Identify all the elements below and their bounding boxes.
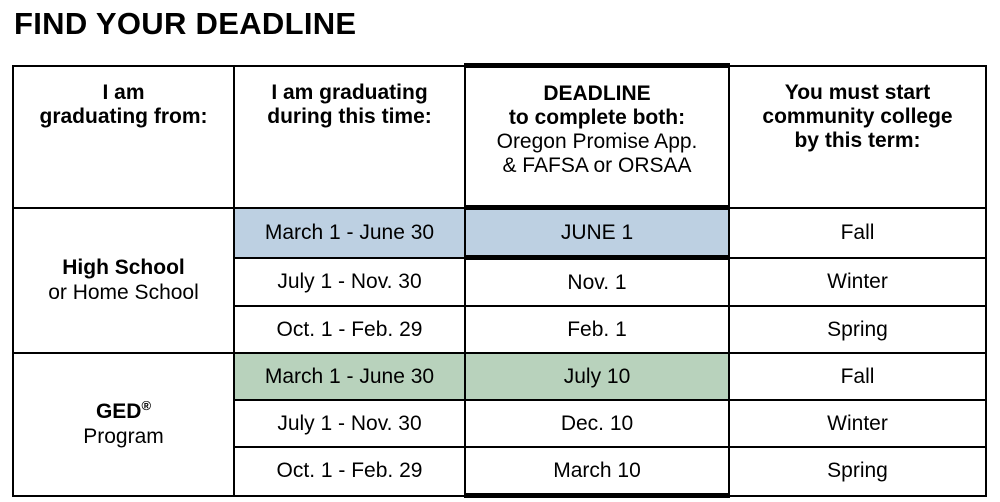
cell-deadline: Nov. 1: [465, 258, 729, 307]
cell-deadline: Dec. 10: [465, 400, 729, 447]
header-row: [13, 66, 986, 208]
cell-period: March 1 - June 30: [234, 353, 465, 400]
cell-period: Oct. 1 - Feb. 29: [234, 306, 465, 353]
header-line: community college: [762, 104, 953, 128]
header-start-term: [729, 66, 986, 208]
cell-deadline: Feb. 1: [465, 306, 729, 353]
table-row: [13, 353, 986, 400]
header-line: & FAFSA or ORSAA: [502, 154, 692, 177]
section-label-line: High School: [62, 256, 185, 280]
cell-term: Winter: [729, 258, 986, 307]
cell-deadline: JUNE 1: [465, 208, 729, 258]
deadline-table: [12, 63, 987, 498]
header-line: Oregon Promise App.: [496, 130, 698, 153]
header-graduating-time: [234, 66, 465, 208]
header-line: DEADLINE: [543, 82, 651, 105]
cell-term: Spring: [729, 447, 986, 496]
section-label-ged: [13, 353, 234, 496]
header-line: You must start: [784, 80, 931, 104]
header-line: to complete both:: [508, 106, 686, 129]
header-line: I am graduating: [271, 80, 428, 104]
cell-term: Spring: [729, 306, 986, 353]
registered-trademark-symbol: ®: [141, 398, 152, 414]
cell-term: Fall: [729, 208, 986, 258]
header-graduating-from: [13, 66, 234, 208]
header-line: I am: [102, 80, 145, 104]
cell-term: Winter: [729, 400, 986, 447]
cell-deadline: March 10: [465, 447, 729, 496]
header-line: during this time:: [267, 104, 432, 128]
table-row: [13, 208, 986, 258]
cell-term: Fall: [729, 353, 986, 400]
cell-deadline: July 10: [465, 353, 729, 400]
cell-period: July 1 - Nov. 30: [234, 258, 465, 307]
cell-period: July 1 - Nov. 30: [234, 400, 465, 447]
cell-period: Oct. 1 - Feb. 29: [234, 447, 465, 496]
section-label-line: Program: [83, 425, 164, 449]
cell-period: March 1 - June 30: [234, 208, 465, 258]
section-label-line: GED®: [95, 398, 152, 424]
section-label-high-school: [13, 208, 234, 354]
page-title: FIND YOUR DEADLINE: [14, 6, 357, 41]
header-deadline: [465, 66, 729, 208]
header-line: graduating from:: [39, 104, 208, 128]
header-line: by this term:: [794, 128, 921, 152]
section-label-line: or Home School: [48, 281, 199, 305]
